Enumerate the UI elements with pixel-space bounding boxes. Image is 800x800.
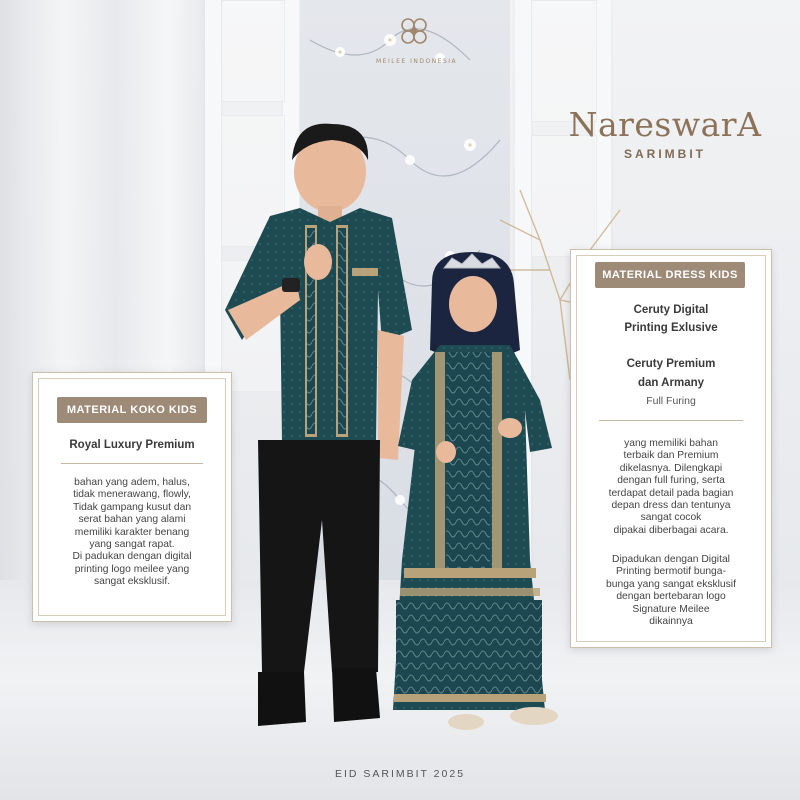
girl-model [393, 252, 558, 730]
collection-subtitle: SARIMBIT [624, 147, 706, 161]
dress-fabric-2-line1: Ceruty Premium [626, 358, 716, 370]
collection-heading [560, 105, 770, 161]
dress-material-card [570, 249, 772, 648]
footer-caption: EID SARIMBIT 2025 [334, 768, 466, 780]
dress-description-1: yang memiliki bahan terbaik dan Premium dikelasnya. Dilengkapi dengan full furing, serta terdapat detail pada bagian depan dress dan tentunya sangat cocok dipakai diberbagai acara. [608, 438, 734, 536]
dress-fabric-2-line2: dan Armany [637, 377, 705, 389]
dress-fabric-1-line2: Printing Exlusive [624, 322, 718, 334]
card-divider [599, 420, 743, 421]
dress-fabric-1-line1: Ceruty Digital [633, 304, 709, 316]
koko-description: bahan yang adem, halus, tidak menerawang, flowly, Tidak gampang kusut dan serat bahan yang alami memiliki karakter benang yang sangat rapat. Di padukan dengan digital printing logo meilee yang sangat eksklusif. [72, 477, 192, 588]
brand-emblem-icon [397, 14, 431, 48]
koko-material-card [32, 372, 232, 622]
koko-fabric-name: Royal Luxury Premium [69, 439, 195, 451]
boy-model [225, 124, 412, 726]
dress-description-2: Dipadukan dengan Digital Printing bermotif bunga- bunga yang sangat eksklusif dengan bertebaran logo Signature Meilee dikainnya [606, 554, 736, 628]
dress-material-pill: MATERIAL DRESS KIDS [595, 262, 745, 288]
brand-name: MEILEE INDONESIA [376, 58, 458, 65]
dress-lining: Full Furing [646, 395, 696, 407]
collection-title: NareswarA [568, 105, 762, 144]
koko-material-pill: MATERIAL KOKO KIDS [57, 397, 207, 423]
brand-logo [376, 14, 458, 65]
card-divider [61, 463, 203, 464]
